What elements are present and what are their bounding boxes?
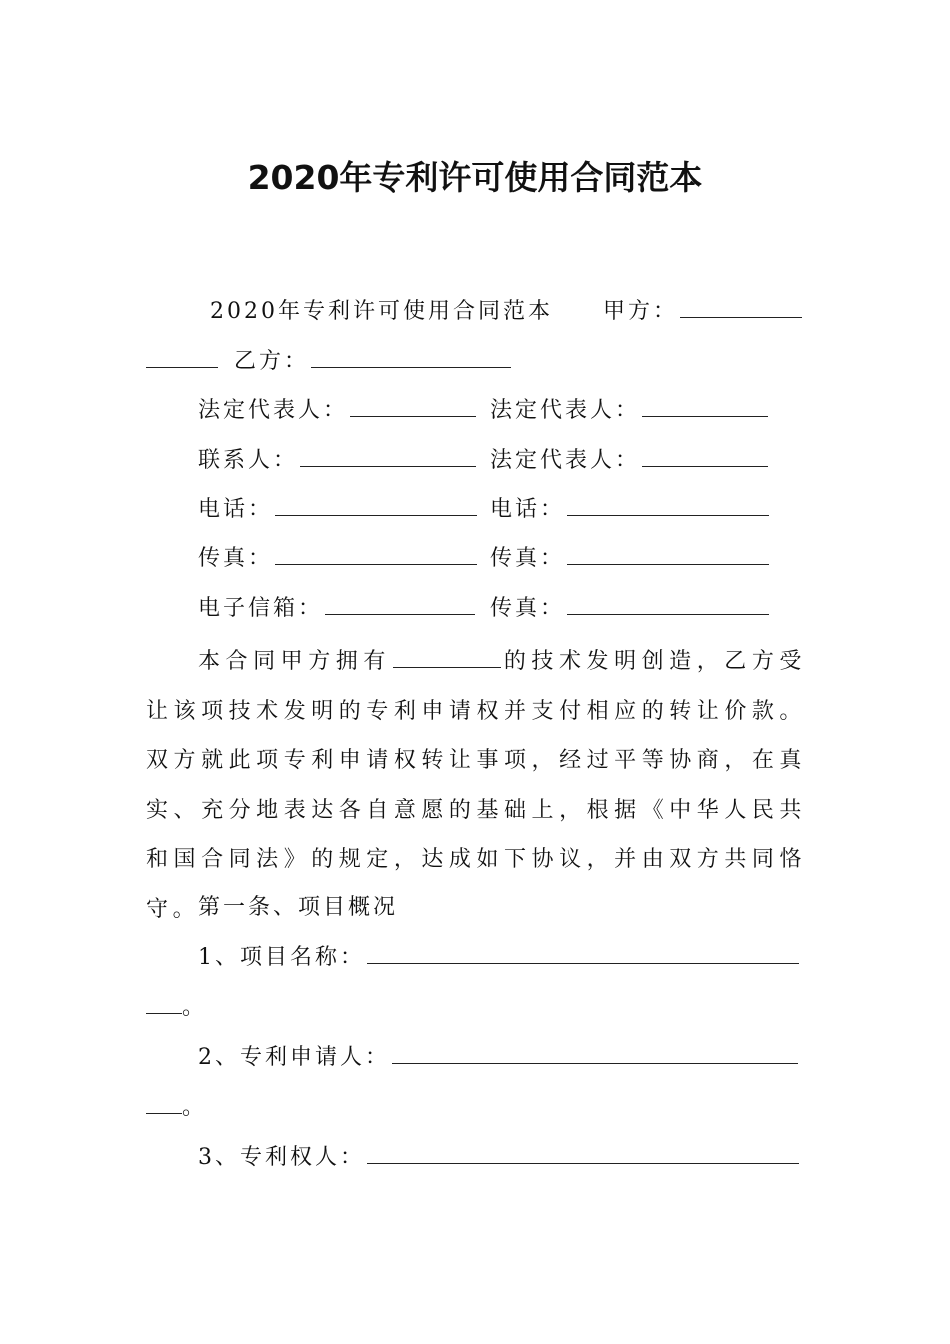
item-2-continued <box>146 1092 207 1124</box>
item-1-label: 1、项目名称： <box>198 945 365 970</box>
fax-a-blank[interactable] <box>275 544 477 565</box>
technology-name-blank[interactable] <box>393 647 501 668</box>
intro-text-rest: 的技术发明创造，乙方受让该项技术发明的专利申请权并支付相应的转让价款。双方就此项专利申请权转让事项，经过平等协商，在真实、充分地表达各自意愿的基础上，根据《中华人民共和国合同法》的规定，达成如下协议，并由双方共同恪守。 <box>146 649 806 922</box>
subtitle: 2020年专利许可使用合同范本 <box>210 299 553 324</box>
contact-a-line <box>198 445 478 477</box>
phone-b-blank[interactable] <box>567 495 769 516</box>
project-name-blank[interactable] <box>367 943 799 964</box>
item-1-continued <box>146 992 207 1024</box>
legal-rep-a-label: 法定代表人： <box>198 398 349 423</box>
item-2-line <box>198 1042 800 1074</box>
legal-rep-b-label: 法定代表人： <box>490 398 641 423</box>
phone-a-blank[interactable] <box>275 495 477 516</box>
party-b-line <box>146 346 513 378</box>
patent-applicant-blank[interactable] <box>392 1043 798 1064</box>
item-1-line <box>198 942 801 974</box>
party-a-blank[interactable] <box>680 297 802 318</box>
contact-a-label: 联系人： <box>198 448 299 473</box>
phone-b-line <box>490 494 771 526</box>
subtitle-party-a-line <box>210 296 804 328</box>
fax-a-line <box>198 543 479 575</box>
legal-rep-b2-blank[interactable] <box>642 446 768 467</box>
party-a-blank-continued[interactable] <box>146 347 218 368</box>
document-title: 2020年专利许可使用合同范本 <box>247 158 703 197</box>
contact-a-blank[interactable] <box>300 446 476 467</box>
patent-holder-blank[interactable] <box>367 1143 799 1164</box>
email-a-blank[interactable] <box>325 594 475 615</box>
intro-text-start: 本合同甲方拥有 <box>198 649 391 674</box>
fax-b-label: 传真： <box>490 546 566 571</box>
legal-rep-b-line <box>490 395 770 427</box>
fax-b2-line <box>490 593 771 625</box>
party-a-label: 甲方： <box>603 299 679 324</box>
item-2-label: 2、专利申请人： <box>198 1045 390 1070</box>
legal-rep-a-blank[interactable] <box>350 396 476 417</box>
party-b-blank[interactable] <box>311 347 511 368</box>
item-1-period: 。 <box>182 995 208 1020</box>
intro-paragraph <box>146 637 806 934</box>
phone-a-line <box>198 494 479 526</box>
party-b-label: 乙方： <box>234 349 310 374</box>
project-name-blank-continued[interactable] <box>146 993 182 1014</box>
article-1-heading: 第一条、项目概况 <box>198 895 399 920</box>
item-3-label: 3、专利权人： <box>198 1145 365 1170</box>
legal-rep-b2-label: 法定代表人： <box>490 448 641 473</box>
item-3-line <box>198 1142 801 1174</box>
fax-b2-label: 传真： <box>490 596 566 621</box>
patent-applicant-blank-continued[interactable] <box>146 1093 182 1114</box>
email-a-label: 电子信箱： <box>198 596 324 621</box>
fax-a-label: 传真： <box>198 546 274 571</box>
fax-b-blank[interactable] <box>567 544 769 565</box>
legal-rep-b2-line <box>490 445 770 477</box>
phone-a-label: 电话： <box>198 497 274 522</box>
fax-b-line <box>490 543 771 575</box>
item-2-period: 。 <box>182 1095 208 1120</box>
legal-rep-b-blank[interactable] <box>642 396 768 417</box>
legal-rep-a-line <box>198 395 478 427</box>
email-a-line <box>198 593 477 625</box>
phone-b-label: 电话： <box>490 497 566 522</box>
fax-b2-blank[interactable] <box>567 594 769 615</box>
